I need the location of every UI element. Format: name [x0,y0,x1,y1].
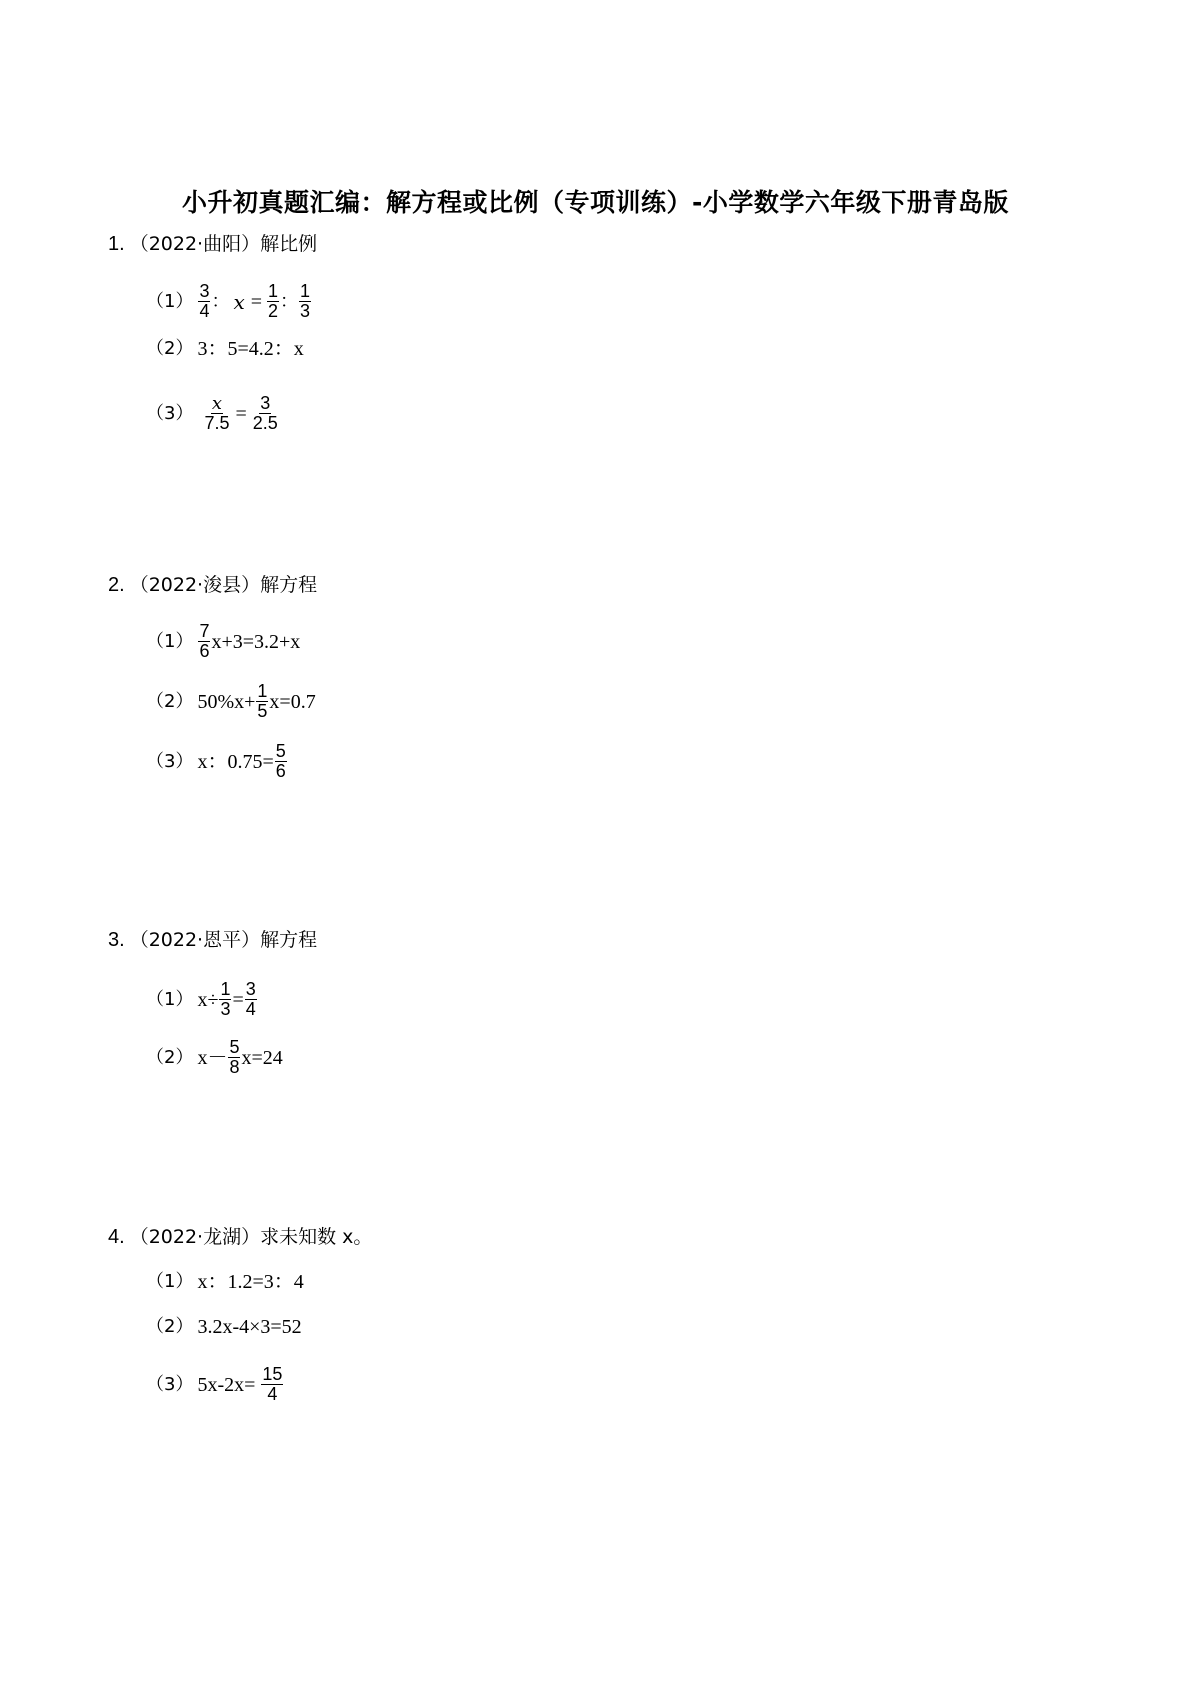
question-number: 2 [108,574,120,596]
question-instruction: 解方程 [260,574,318,596]
item-label: （3） [146,1373,194,1395]
item-label: （3） [146,402,194,424]
question-4-item-2 [146,1314,302,1340]
fraction: $\frac{5}{8}$ [229,1037,240,1077]
question-2-item-3: （3） x：0.75= $\frac{5}{6}$ [146,741,286,781]
expression: 3：5=4.2：x [197,338,304,360]
fraction: $\frac{x}{7.5}$ [204,393,230,433]
question-source: （2022·龙湖） [129,1226,261,1248]
question-4-item-1 [146,1269,304,1295]
question-3-item-2: （2） x－ $\frac{5}{8}$ x=24 [146,1037,283,1077]
item-label: （1） [146,290,194,312]
question-source: （2022·曲阳） [129,233,261,255]
page-title: 小升初真题汇编：解方程或比例（专项训练）-小学数学六年级下册青岛版 [182,188,1009,217]
question-1-header: 1. （2022·曲阳）解比例 [108,233,318,255]
fraction: $\frac{5}{6}$ [275,741,286,781]
fraction: $\frac{3}{4}$ [199,281,210,321]
item-label: （2） [146,1316,194,1337]
fraction: $\frac{1}{3}$ [220,979,231,1019]
question-2-header: 2. （2022·浚县）解方程 [108,574,318,596]
question-2-item-2: （2） 50%x+ $\frac{1}{5}$ x=0.7 [146,681,316,721]
fraction: $\frac{1}{5}$ [257,681,268,721]
fraction: $\frac{7}{6}$ [199,621,210,661]
item-label: （1） [146,1271,194,1292]
fraction: $\frac{1}{2}$ [268,281,279,321]
question-number: 4 [108,1226,120,1248]
question-source: （2022·浚县） [129,574,261,596]
question-3-header: 3. （2022·恩平）解方程 [108,929,318,951]
fraction: $\frac{1}{3}$ [300,281,311,321]
fraction: $\frac{3}{2.5}$ [252,393,278,433]
expression: x：1.2=3：4 [197,1271,304,1293]
fraction: $\frac{3}{4}$ [245,979,256,1019]
item-label: （1） [146,630,194,652]
item-label: （2） [146,690,194,712]
question-4-item-3: （3） 5x-2x= $\frac{15}{4}$ [146,1364,283,1404]
expression: 3.2x-4×3=52 [197,1316,302,1338]
question-number: 1 [108,233,120,255]
question-4-header: 4. （2022·龙湖）求未知数 x。 [108,1226,373,1248]
question-instruction: 解比例 [260,233,318,255]
question-instruction: 解方程 [260,929,318,951]
question-instruction: 求未知数 x。 [260,1226,373,1248]
question-1-item-1: （1） $\frac{3}{4}$ ： x = $\frac{1}{2}$ ： $\frac{1}{3}$ [146,281,311,321]
fraction: $\frac{15}{4}$ [262,1364,283,1404]
item-label: （3） [146,750,194,772]
item-label: （2） [146,338,194,359]
item-label: （1） [146,988,194,1010]
item-label: （2） [146,1046,194,1068]
question-1-item-3: （3） $\frac{x}{7.5}$ = $\frac{3}{2.5}$ [146,393,278,433]
question-1-item-2 [146,336,304,362]
question-2-item-1: （1） $\frac{7}{6}$ x+3=3.2+x [146,621,301,661]
question-3-item-1: （1） x÷ $\frac{1}{3}$ = $\frac{3}{4}$ [146,979,256,1019]
question-source: （2022·恩平） [129,929,261,951]
question-number: 3 [108,929,120,951]
